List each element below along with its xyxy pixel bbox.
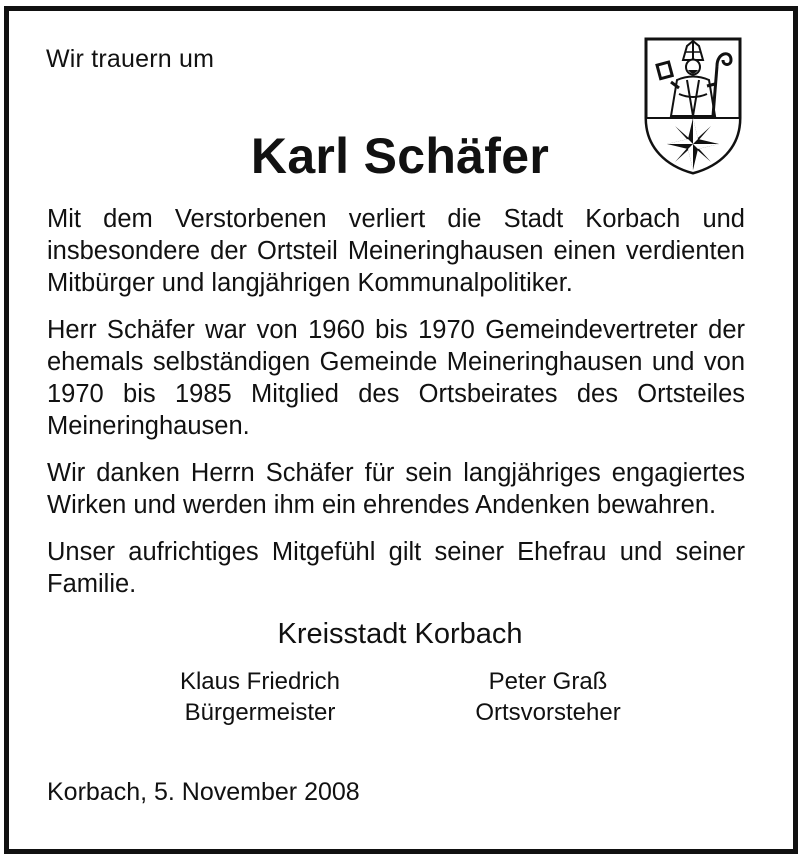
intro-text: Wir trauern um: [46, 45, 215, 73]
signatory-title: Ortsvorsteher: [475, 699, 621, 726]
signature-block-local-head: [398, 666, 698, 728]
paragraph-loss: Mit dem Verstorbenen verliert die Stadt Korbach und insbesondere der Ortsteil Meineringhausen einen verdienten Mitbürger und langjährigen Kommunalpolitiker.: [47, 205, 745, 297]
signatory-title: Bürgermeister: [184, 699, 336, 726]
notice-body: [47, 203, 745, 615]
paragraph-condolence: Unser aufrichtiges Mitgefühl gilt seiner Ehefrau und seiner Familie.: [47, 538, 745, 598]
signatory-name: Klaus Friedrich: [179, 668, 341, 695]
organization-name: Kreisstadt Korbach: [277, 618, 523, 650]
paragraph-thanks: Wir danken Herrn Schäfer für sein langjähriges engagiertes Wirken und werden ihm ein ehrendes Andenken bewahren.: [47, 459, 745, 519]
dateline: Korbach, 5. November 2008: [47, 778, 360, 806]
deceased-name: Karl Schäfer: [250, 128, 550, 184]
signature-block-mayor: [110, 666, 410, 728]
paragraph-career: Herr Schäfer war von 1960 bis 1970 Gemeindevertreter der ehemals selbständigen Gemeinde Meineringhausen und von 1970 bis 1985 Mitglied des Ortsbeirates des Ortsteiles Meineringhausen.: [47, 316, 745, 440]
signatory-name: Peter Graß: [488, 668, 608, 695]
